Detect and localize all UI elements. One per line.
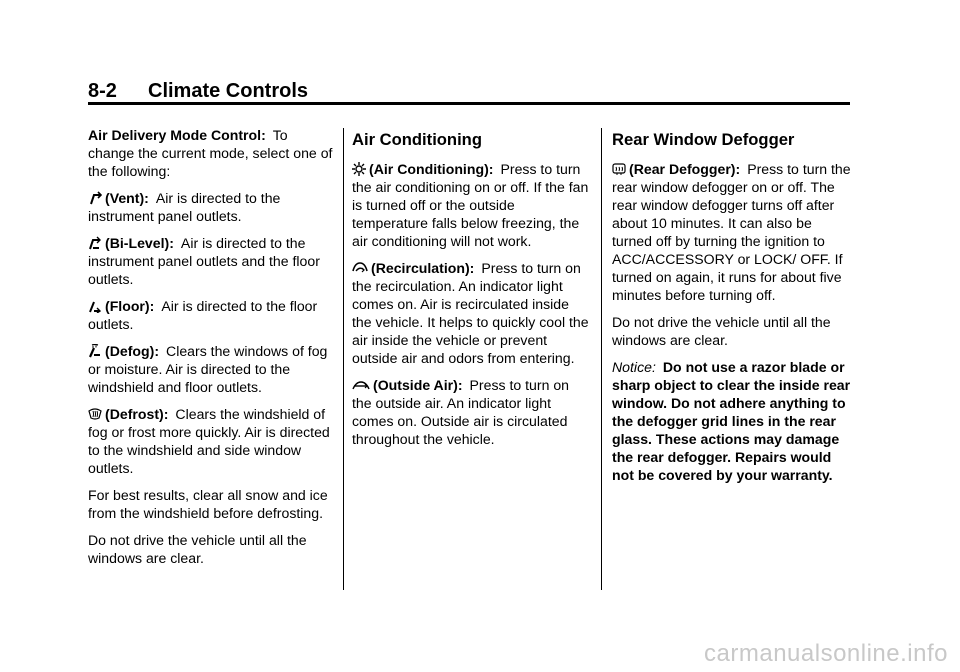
header-rule <box>88 102 850 105</box>
column-divider <box>343 128 344 590</box>
term-label: (Defrost): <box>105 406 169 422</box>
paragraph <box>352 259 590 367</box>
section-heading: Air Conditioning <box>352 130 482 149</box>
paragraph <box>88 297 334 333</box>
paragraph <box>88 405 334 477</box>
term-text: Air is directed to the instrument panel outlets and the floor outlets. <box>88 235 320 287</box>
paragraph <box>88 342 334 396</box>
section-heading: Rear Window Defogger <box>612 130 795 149</box>
paragraph <box>352 376 590 448</box>
rear-defogger-icon <box>612 162 626 176</box>
defrost-icon <box>88 407 102 421</box>
term-label: (Vent): <box>105 190 149 206</box>
term-text: Air is directed to the instrument panel outlets. <box>88 190 281 224</box>
air-conditioning-icon <box>352 162 366 176</box>
term-label: (Air Conditioning): <box>369 161 494 177</box>
outside-air-icon <box>352 378 370 392</box>
term-text: Press to turn on the recirculation. An indicator light comes on. Air is recirculated inside the vehicle. It helps to quickly cool the air inside the vehicle or prevent outside air and odors from entering. <box>352 260 589 366</box>
paragraph: Do not drive the vehicle until all the windows are clear. <box>88 532 307 566</box>
paragraph <box>88 126 334 180</box>
term-label: (Bi-Level): <box>105 235 174 251</box>
term-label: (Outside Air): <box>373 377 463 393</box>
notice-text: Do not use a razor blade or sharp object to clear the inside rear window. Do not adhere anything to the defogger grid lines in the rear glass. These actions may damage the rear defogger. Repairs would not be covered by your warranty. <box>612 359 851 483</box>
column-rear-defogger <box>612 130 854 493</box>
watermark: carmanualsonline.info <box>704 640 948 667</box>
defog-icon <box>88 344 102 358</box>
bi-level-icon <box>88 236 102 250</box>
notice-paragraph <box>612 358 854 484</box>
recirculation-icon <box>352 261 368 275</box>
column-air-conditioning <box>352 130 590 457</box>
paragraph <box>88 234 334 288</box>
paragraph: For best results, clear all snow and ice from the windshield before defrosting. <box>88 487 328 521</box>
paragraph: Do not drive the vehicle until all the windows are clear. <box>612 314 831 348</box>
term-text: Clears the windows of fog or moisture. Air is directed to the windshield and floor outlets. <box>88 343 328 395</box>
term-label: Air Delivery Mode Control: <box>88 127 266 143</box>
paragraph <box>88 189 334 225</box>
term-text: Clears the windshield of fog or frost more quickly. Air is directed to the windshield and side window outlets. <box>88 406 330 476</box>
page-number: 8-2 <box>88 80 117 102</box>
term-text: Press to turn on the outside air. An indicator light comes on. Outside air is circulated throughout the vehicle. <box>352 377 570 447</box>
page-title: Climate Controls <box>148 80 309 102</box>
term-text: Press to turn the rear window defogger on or off. The rear window defogger turns off after about 10 minutes. It can also be turned off by turning the ignition to ACC/ACCESSORY or LOCK/ OFF. If turned on again, it runs for about five minutes before turning off. <box>612 161 851 303</box>
column-divider <box>601 128 602 590</box>
column-air-delivery <box>88 126 334 576</box>
floor-icon <box>88 299 102 313</box>
term-label: (Recirculation): <box>371 260 475 276</box>
term-text: To change the current mode, select one of the following: <box>88 127 333 179</box>
vent-icon <box>88 191 102 205</box>
paragraph <box>352 160 590 250</box>
notice-label: Notice: <box>612 359 656 375</box>
term-label: (Defog): <box>105 343 160 359</box>
term-text: Air is directed to the floor outlets. <box>88 298 318 332</box>
term-label: (Rear Defogger): <box>629 161 741 177</box>
term-label: (Floor): <box>105 298 155 314</box>
paragraph <box>612 160 854 304</box>
page-header <box>88 80 308 103</box>
term-text: Press to turn the air conditioning on or off. If the fan is turned off or the outside temperature falls below freezing, the air conditioning will not work. <box>352 161 589 249</box>
